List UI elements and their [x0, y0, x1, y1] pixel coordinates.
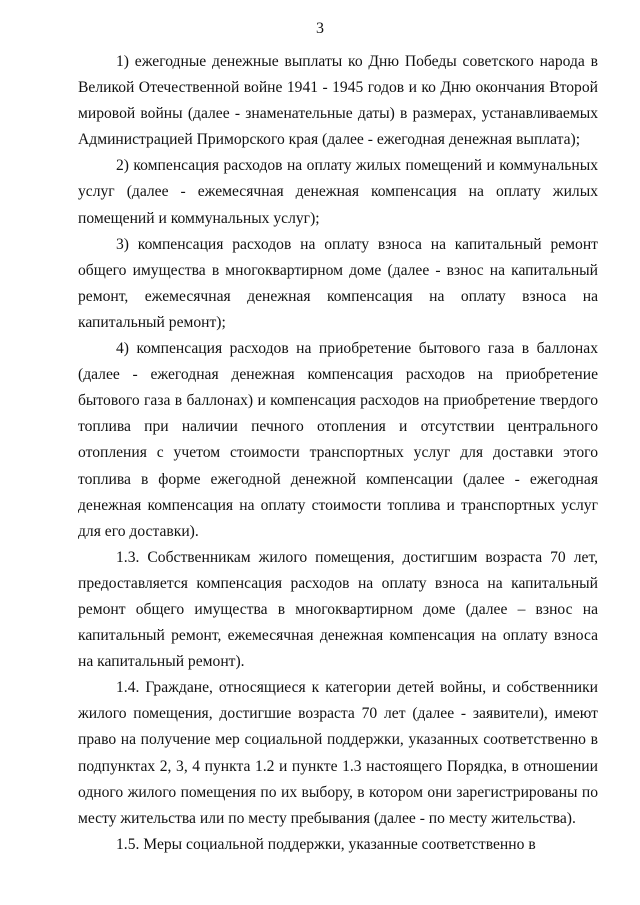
document-body: [78, 49, 598, 858]
paragraph-item-4: 4) компенсация расходов на приобретение бытового газа в баллонах (далее - ежегодная денежная компенсация расходов на приобретение бытового газа в баллонах) и компенсация расходов на приобретение твердого топлива при наличии печного отопления и отсутствии центрального отопления с учетом стоимости транспортных услуг для доставки этого топлива в форме ежегодной денежной компенсации (далее - ежегодная денежная компенсация на оплату стоимости топлива и транспортных услуг для его доставки).: [78, 340, 598, 540]
paragraph-clause-1-3: 1.3. Собственникам жилого помещения, достигшим возраста 70 лет, предоставляется компенсация расходов на оплату взноса на капитальный ремонт общего имущества в многоквартирном доме (далее – взнос на капитальный ремонт, ежемесячная денежная компенсация на оплату взноса на капитальный ремонт).: [78, 548, 598, 671]
paragraph-clause-1-5: 1.5. Меры социальной поддержки, указанные соответственно в: [116, 835, 536, 853]
page-number: 3: [316, 20, 324, 37]
paragraph-item-2: 2) компенсация расходов на оплату жилых помещений и коммунальных услуг (далее - ежемесячная денежная компенсация на оплату жилых помещений и коммунальных услуг);: [78, 157, 598, 227]
paragraph-item-3: 3) компенсация расходов на оплату взноса на капитальный ремонт общего имущества в многоквартирном доме (далее - взнос на капитальный ремонт, ежемесячная денежная компенсация на оплату взноса на капитальный ремонт);: [78, 235, 598, 331]
paragraph-item-1: 1) ежегодные денежные выплаты ко Дню Победы советского народа в Великой Отечественной войне 1941 - 1945 годов и ко Дню окончания Второй мировой войны (далее - знаменательные даты) в размерах, устанавливаемых Администрацией Приморского края (далее - ежегодная денежная выплата);: [78, 53, 598, 149]
paragraph-clause-1-4: 1.4. Граждане, относящиеся к категории детей войны, и собственники жилого помещения, достигшие возраста 70 лет (далее - заявители), имеют право на получение мер социальной поддержки, указанных соответственно в подпунктах 2, 3, 4 пункта 1.2 и пункте 1.3 настоящего Порядка, в отношении одного жилого помещения по их выбору, в котором они зарегистрированы по месту жительства или по месту пребывания (далее - по месту жительства).: [78, 679, 598, 827]
